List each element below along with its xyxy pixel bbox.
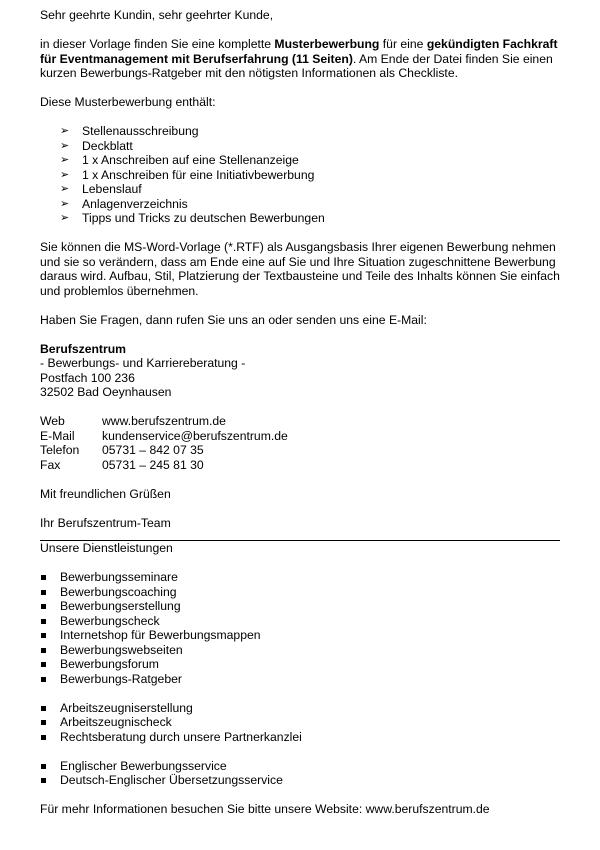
company-address <box>40 342 560 400</box>
arrow-bullet-icon: ➢ <box>60 212 70 224</box>
list-item: ➢ 1 x Anschreiben auf eine Stellenanzeige <box>60 153 299 167</box>
square-bullet-icon <box>41 662 46 667</box>
square-bullet-icon <box>41 778 46 783</box>
intro-paragraph <box>40 37 560 81</box>
contact-row-web <box>40 414 288 429</box>
square-bullet-icon <box>41 677 46 682</box>
document-page <box>40 8 560 817</box>
contact-fax-value: 05731 – 245 81 30 <box>102 457 204 472</box>
square-bullet-icon <box>41 764 46 769</box>
contact-web-link[interactable]: www.berufszentrum.de <box>102 414 226 428</box>
list-item: Bewerbungswebseiten <box>40 643 560 658</box>
contact-email-link[interactable]: kundenservice@berufszentrum.de <box>102 428 288 443</box>
footer-text: Für mehr Informationen besuchen Sie bitte unsere Website: www.berufszentrum.de <box>40 802 490 816</box>
list-item: ➢ Tipps und Tricks zu deutschen Bewerbungen <box>60 211 325 225</box>
arrow-bullet-icon: ➢ <box>60 139 70 152</box>
intro-bold-2: gekündigten Fachkraft für Eventmanagement mit Berufserfahrung (11 Seiten) <box>40 37 558 66</box>
list-item: Bewerbungserstellung <box>40 599 560 614</box>
services-list-3 <box>40 759 560 788</box>
contact-key: E-Mail <box>40 428 75 443</box>
list-item: ➢ Anlagenverzeichnis <box>60 196 188 211</box>
square-bullet-icon <box>41 619 46 624</box>
contact-phone-value: 05731 – 842 07 35 <box>102 443 204 457</box>
usage-paragraph: Sie können die MS-Word-Vorlage (*.RTF) als Ausgangsbasis Ihrer eigenen Bewerbung nehmen und sie so verändern, dass am Ende eine auf Sie und Ihre Situation zugeschnittene Bewerbung daraus wird. Aufbau, Stil, Platzierung der Textbausteine und Teile des Inhalts können Sie einfach und problemlos übernehmen. <box>40 240 560 298</box>
services-list-1 <box>40 570 560 686</box>
company-name: Berufszentrum <box>40 341 127 356</box>
intro-bold-1: Musterbewerbung <box>274 37 380 51</box>
contact-table <box>40 414 288 472</box>
list-item: Bewerbungscheck <box>40 614 560 629</box>
intro-text-3: . Am Ende der Datei finden Sie einen kurzen Bewerbungs-Ratgeber mit den nötigsten Informationen als Checkliste. <box>40 51 553 80</box>
contact-row-email <box>40 429 288 444</box>
list-item: Bewerbungsseminare <box>40 570 560 585</box>
signature: Ihr Berufszentrum-Team <box>40 515 171 530</box>
company-city: 32502 Bad Oeynhausen <box>40 385 172 399</box>
square-bullet-icon <box>41 633 46 638</box>
arrow-bullet-icon: ➢ <box>60 183 70 195</box>
contact-key: Telefon <box>40 443 80 457</box>
square-bullet-icon <box>41 604 46 609</box>
list-item: Rechtsberatung durch unsere Partnerkanzlei <box>40 730 560 745</box>
contact-key: Web <box>40 414 65 428</box>
company-tagline: - Bewerbungs- und Karriereberatung - <box>40 356 246 370</box>
list-item: Englischer Bewerbungsservice <box>40 759 560 774</box>
list-item: ➢ 1 x Anschreiben für eine Initiativbewerbung <box>60 167 315 182</box>
arrow-bullet-icon: ➢ <box>60 154 70 166</box>
company-street: Postfach 100 236 <box>40 370 135 385</box>
list-item: Bewerbungs-Ratgeber <box>40 672 560 687</box>
square-bullet-icon <box>41 735 46 740</box>
arrow-bullet-icon: ➢ <box>60 125 70 137</box>
closing: Mit freundlichen Grüßen <box>40 486 171 501</box>
list-item: Arbeitszeugniserstellung <box>40 701 560 716</box>
questions-paragraph: Haben Sie Fragen, dann rufen Sie uns an oder senden uns eine E-Mail: <box>40 312 427 327</box>
list-item: ➢ Stellenausschreibung <box>60 124 199 138</box>
services-heading: Unsere Dienstleistungen <box>40 541 173 555</box>
square-bullet-icon <box>41 720 46 725</box>
list-item: Arbeitszeugnischeck <box>40 715 560 730</box>
list-item: ➢ Lebenslauf <box>60 182 142 196</box>
services-list-2 <box>40 701 560 745</box>
intro-text-2: für eine <box>379 37 427 51</box>
intro-text-1: in dieser Vorlage finden Sie eine komplette <box>40 37 275 51</box>
contact-key: Fax <box>40 457 61 472</box>
square-bullet-icon <box>41 590 46 595</box>
greeting: Sehr geehrte Kundin, sehr geehrter Kunde, <box>40 8 274 22</box>
square-bullet-icon <box>41 575 46 580</box>
square-bullet-icon <box>41 648 46 653</box>
list-item: Deutsch-Englischer Übersetzungsservice <box>40 773 560 788</box>
contents-heading: Diese Musterbewerbung enthält: <box>40 95 216 109</box>
arrow-bullet-icon: ➢ <box>60 168 70 181</box>
contents-list <box>40 124 560 226</box>
list-item: ➢ Deckblatt <box>60 138 133 153</box>
list-item: Bewerbungscoaching <box>40 585 560 600</box>
contact-row-phone <box>40 443 288 458</box>
contact-row-fax <box>40 458 288 473</box>
arrow-bullet-icon: ➢ <box>60 197 70 210</box>
list-item: Bewerbungsforum <box>40 657 560 672</box>
square-bullet-icon <box>41 706 46 711</box>
list-item: Internetshop für Bewerbungsmappen <box>40 628 560 643</box>
